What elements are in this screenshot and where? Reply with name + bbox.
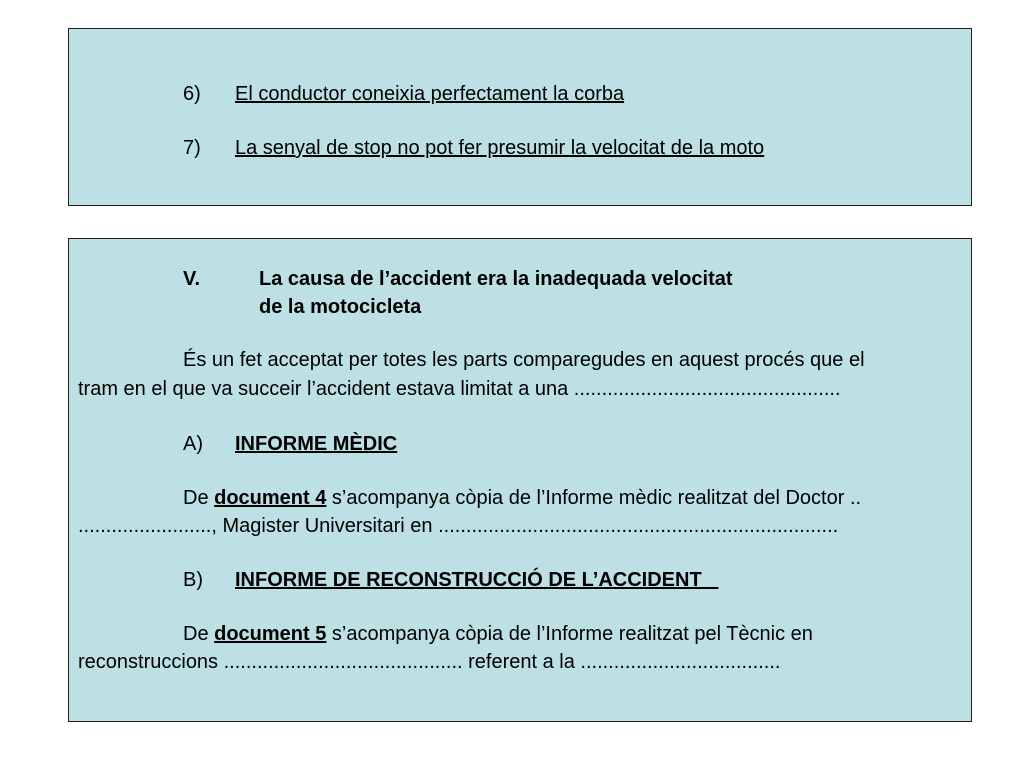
subsection-title: INFORME MÈDIC: [235, 433, 398, 455]
section-title-line1: La causa de l’accident era la inadequada velocitat: [259, 268, 733, 290]
paragraph-prefix: De: [183, 487, 215, 509]
subsection-number: A): [183, 433, 203, 455]
paragraph-2-line1: [183, 486, 861, 510]
subsection-number: B): [183, 569, 203, 591]
document-reference: document 5: [214, 623, 327, 645]
item-number: 6): [183, 83, 201, 105]
paragraph-text: s’acompanya còpia de l’Informe mèdic realitzat del Doctor ..: [326, 487, 862, 509]
paragraph-2-line2: ........................, Magister Universitari en ........................................................................: [78, 515, 839, 537]
subsection-title: INFORME DE RECONSTRUCCIÓ DE L’ACCIDENT: [235, 569, 719, 591]
paragraph-1-line1: És un fet acceptat per totes les parts comparegudes en aquest procés que el: [183, 349, 865, 371]
paragraph-3-line2: reconstruccions ........................................... referent a la ....................................: [78, 651, 781, 673]
paragraph-prefix: De: [183, 623, 215, 645]
item-text: La senyal de stop no pot fer presumir la velocitat de la moto: [235, 137, 765, 159]
section-number: V.: [183, 268, 201, 290]
document-reference: document 4: [214, 487, 327, 509]
list-item-6: [183, 82, 624, 106]
summary-box: [68, 28, 972, 206]
section-box: [68, 238, 972, 722]
section-title-line2: de la motocicleta: [259, 296, 422, 318]
paragraph-text: s’acompanya còpia de l’Informe realitzat pel Tècnic en: [326, 623, 813, 645]
section-heading: [183, 267, 733, 291]
subsection-b-heading: [183, 568, 718, 592]
list-item-7: [183, 136, 764, 160]
item-number: 7): [183, 137, 201, 159]
item-text: El conductor coneixia perfectament la corba: [235, 83, 625, 105]
subsection-a-heading: [183, 432, 397, 456]
paragraph-1-line2: tram en el que va succeir l’accident estava limitat a una ................................................: [78, 378, 841, 400]
paragraph-3-line1: [183, 622, 813, 646]
